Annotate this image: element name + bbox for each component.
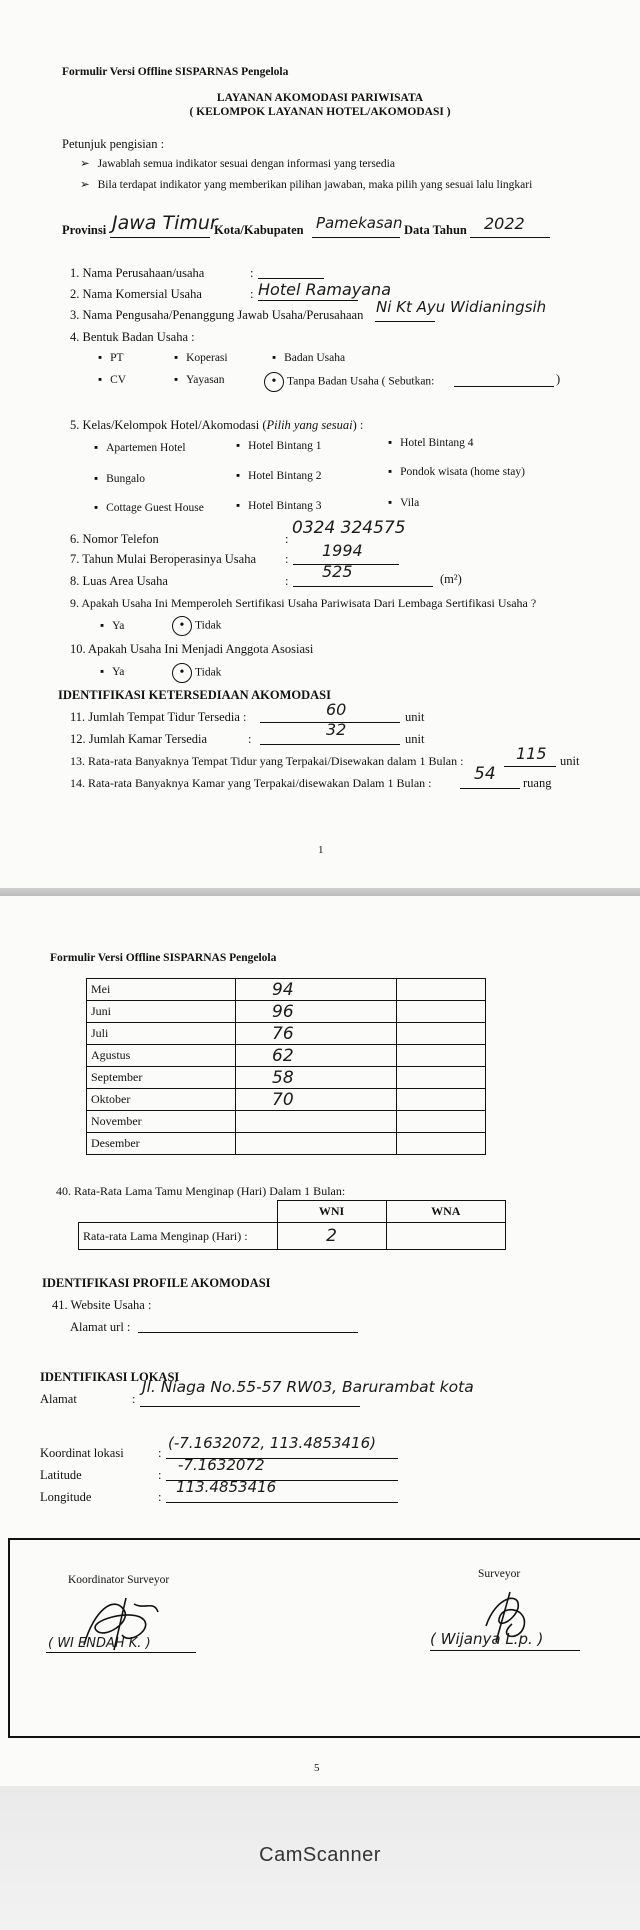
q13-unit: unit bbox=[560, 754, 580, 768]
month-extra-cell[interactable] bbox=[397, 979, 486, 1001]
month-name: Oktober bbox=[87, 1089, 236, 1111]
month-name: Juli bbox=[87, 1023, 236, 1045]
q9-option-tidak[interactable]: • Tidak bbox=[172, 616, 221, 636]
month-value[interactable] bbox=[236, 1133, 397, 1155]
q5-option-vila[interactable]: ▪ Vila bbox=[388, 497, 419, 509]
koordinat-label: Koordinat lokasi bbox=[40, 1446, 124, 1460]
month-value[interactable]: 76 bbox=[236, 1023, 397, 1045]
q3-label: 3. Nama Pengusaha/Penanggung Jawab Usaha/Perusahaan bbox=[70, 308, 364, 322]
petunjuk-item-1: ➢ Jawablah semua indikator sesuai dengan informasi yang tersedia bbox=[80, 156, 395, 170]
alamat-value[interactable]: Jl. Niaga No.55-57 RW03, Barurambat kota bbox=[142, 1378, 474, 1396]
month-extra-cell[interactable] bbox=[397, 1023, 486, 1045]
page-number: 5 bbox=[314, 1762, 320, 1774]
q6-label: 6. Nomor Telefon bbox=[70, 532, 159, 546]
month-extra-cell[interactable] bbox=[397, 1089, 486, 1111]
selected-circle-icon: • bbox=[172, 663, 192, 683]
q11-value[interactable]: 60 bbox=[326, 700, 347, 719]
q11-unit: unit bbox=[405, 710, 425, 724]
form-label: Formulir Versi Offline SISPARNAS Pengelola bbox=[62, 66, 289, 78]
q8-value[interactable]: 525 bbox=[322, 562, 353, 581]
latitude-value[interactable]: -7.1632072 bbox=[178, 1456, 265, 1474]
q4-option-tanpa-badan[interactable]: • Tanpa Badan Usaha ( Sebutkan: bbox=[264, 372, 434, 392]
form-label: Formulir Versi Offline SISPARNAS Pengelola bbox=[50, 952, 277, 964]
section-profile: IDENTIFIKASI PROFILE AKOMODASI bbox=[42, 1276, 271, 1290]
month-value[interactable]: 96 bbox=[236, 1001, 397, 1023]
q14-unit: ruang bbox=[523, 776, 552, 790]
q12-value[interactable]: 32 bbox=[326, 720, 347, 739]
form-page-2: Formulir Versi Offline SISPARNAS Pengelola Mei 94 Juni 96 Juli 76 Agustus 62 September 58 Oktober 70 November Desember 40. Rata-Rata Lama Tamu Menginap (Hari) Dalam 1 Bulan: WNI WNA Rata-rata Lama Menginap (Hari) : 2 IDENTIFIKASI PROFILE AKOMODASI 41. Website Usaha : Alamat url : IDENTIFIKASI LOKASI Alamat : Jl. Niaga No.55-57 RW03, Barurambat kota Koordinat lokasi : (-7.1632072, 113.4853416) Latitude : -7.1632072 Longitude : 113.4853416 Koordinator Surveyor ( WI ENDAH K. ) Surveyor ( Wijanya L.p. ) 5 bbox=[0, 896, 640, 1786]
q40-wni-value[interactable]: 2 bbox=[277, 1223, 386, 1250]
q40-col-wni: WNI bbox=[277, 1201, 386, 1223]
selected-circle-icon: • bbox=[172, 616, 192, 636]
provinsi-value[interactable]: Jawa Timur bbox=[112, 212, 218, 234]
q10-option-tidak[interactable]: • Tidak bbox=[172, 663, 221, 683]
petunjuk-label: Petunjuk pengisian : bbox=[62, 137, 165, 151]
q40-label: 40. Rata-Rata Lama Tamu Menginap (Hari) Dalam 1 Bulan: bbox=[56, 1184, 346, 1198]
monthly-table bbox=[86, 978, 486, 1155]
q10-option-ya[interactable]: ▪ Ya bbox=[100, 666, 124, 678]
section-lokasi: IDENTIFIKASI LOKASI bbox=[40, 1370, 180, 1384]
month-name: November bbox=[87, 1111, 236, 1133]
q8-unit: (m²) bbox=[440, 572, 462, 586]
tahun-label: Data Tahun bbox=[404, 223, 467, 237]
signature-box bbox=[8, 1538, 640, 1738]
q5-option-pondok[interactable]: ▪ Pondok wisata (home stay) bbox=[388, 466, 525, 478]
q5-option-apartemen[interactable]: ▪ Apartemen Hotel bbox=[94, 442, 186, 454]
table-row bbox=[87, 1001, 486, 1023]
q1-field[interactable] bbox=[258, 278, 324, 279]
table-row bbox=[87, 1089, 486, 1111]
month-extra-cell[interactable] bbox=[397, 1045, 486, 1067]
month-value[interactable]: 62 bbox=[236, 1045, 397, 1067]
month-name: Mei bbox=[87, 979, 236, 1001]
q5-option-bintang1[interactable]: ▪ Hotel Bintang 1 bbox=[236, 440, 322, 452]
q4-option-badan-usaha[interactable]: ▪ Badan Usaha bbox=[272, 352, 345, 364]
month-value[interactable]: 94 bbox=[236, 979, 397, 1001]
q40-row-label: Rata-rata Lama Menginap (Hari) : bbox=[79, 1223, 278, 1250]
alamat-url-label: Alamat url : bbox=[70, 1320, 131, 1334]
form-page-1: Formulir Versi Offline SISPARNAS Pengelola LAYANAN AKOMODASI PARIWISATA ( KELOMPOK LAYANAN HOTEL/AKOMODASI ) Petunjuk pengisian : ➢ Jawablah semua indikator sesuai dengan informasi yang tersedia ➢ Bila terdapat indikator yang memberikan pilihan jawaban, maka pilih yang sesuai lalu lingkari Provinsi Jawa Timur Kota/Kabupaten Pamekasan Data Tahun 2022 1. Nama Perusahaan/usaha : 2. Nama Komersial Usaha : Hotel Ramayana 3. Nama Pengusaha/Penanggung Jawab Usaha/Perusahaan Ni Kt Ayu Widianingsih 4. Bentuk Badan Usaha : ▪ PT ▪ Koperasi ▪ Badan Usaha ▪ CV ▪ Yayasan • Tanpa Badan Usaha ( Sebutkan: ) 5. Kelas/Kelompok Hotel/Akomodasi (Pilih yang sesuai) : ▪ Apartemen Hotel ▪ Hotel Bintang 1 ▪ Hotel Bintang 4 ▪ Bungalo ▪ Hotel Bintang 2 ▪ Pondok wisata (home stay) ▪ Cottage Guest House ▪ Hotel Bintang 3 ▪ Vila 6. Nomor Telefon : 0324 324575 7. Tahun Mulai Beroperasinya Usaha : 1994 8. Luas Area Usaha : 525 (m²) 9. Apakah Usaha Ini Memperoleh Sertifikasi Usaha Pariwisata Dari Lembaga Sertifikasi Usaha ? ▪ Ya • Tidak 10. Apakah Usaha Ini Menjadi Anggota Asosiasi ▪ Ya • Tidak IDENTIFIKASI KETERSEDIAAN AKOMODASI 11. Jumlah Tempat Tidur Tersedia : 60 unit 12. Jumlah Kamar Tersedia : 32 unit 13. Rata-rata Banyaknya Tempat Tidur yang Terpakai/Disewakan dalam 1 Bulan : 115 unit 14. Rata-rata Banyaknya Kamar yang Terpakai/disewakan Dalam 1 Bulan : 54 ruang 1 bbox=[0, 0, 640, 888]
q11-label: 11. Jumlah Tempat Tidur Tersedia : bbox=[70, 710, 247, 724]
month-name: Desember bbox=[87, 1133, 236, 1155]
q2-label: 2. Nama Komersial Usaha bbox=[70, 287, 202, 301]
koordinator-name: ( WI ENDAH K. ) bbox=[48, 1636, 151, 1651]
selected-circle-icon: • bbox=[264, 372, 284, 392]
q40-wna-value[interactable] bbox=[386, 1223, 506, 1250]
app-name: CamScanner bbox=[259, 1844, 381, 1866]
q5-option-cottage[interactable]: ▪ Cottage Guest House bbox=[94, 502, 204, 514]
q14-value[interactable]: 54 bbox=[474, 764, 496, 784]
surveyor-name: ( Wijanya L.p. ) bbox=[430, 1630, 544, 1648]
q9-label: 9. Apakah Usaha Ini Memperoleh Sertifikasi Usaha Pariwisata Dari Lembaga Sertifikasi Usaha ? bbox=[70, 596, 537, 610]
form-title-line2: ( KELOMPOK LAYANAN HOTEL/AKOMODASI ) bbox=[189, 106, 451, 118]
q4-option-koperasi[interactable]: ▪ Koperasi bbox=[174, 352, 228, 364]
q13-label: 13. Rata-rata Banyaknya Tempat Tidur yang Terpakai/Disewakan dalam 1 Bulan : bbox=[70, 754, 464, 768]
alamat-url-field[interactable] bbox=[138, 1332, 358, 1333]
latitude-label: Latitude bbox=[40, 1468, 82, 1482]
q8-label: 8. Luas Area Usaha bbox=[70, 574, 168, 588]
q12-label: 12. Jumlah Kamar Tersedia bbox=[70, 732, 208, 746]
q5-option-bintang4[interactable]: ▪ Hotel Bintang 4 bbox=[388, 437, 474, 449]
q5-option-bintang3[interactable]: ▪ Hotel Bintang 3 bbox=[236, 500, 322, 512]
q7-label: 7. Tahun Mulai Beroperasinya Usaha bbox=[70, 552, 256, 566]
month-value[interactable] bbox=[236, 1111, 397, 1133]
month-name: Juni bbox=[87, 1001, 236, 1023]
q10-label: 10. Apakah Usaha Ini Menjadi Anggota Asosiasi bbox=[70, 642, 314, 656]
q5-option-bungalo[interactable]: ▪ Bungalo bbox=[94, 473, 145, 485]
month-name: Agustus bbox=[87, 1045, 236, 1067]
table-row bbox=[87, 979, 486, 1001]
q5-option-bintang2[interactable]: ▪ Hotel Bintang 2 bbox=[236, 470, 322, 482]
alamat-label: Alamat bbox=[40, 1392, 77, 1406]
form-title-line1: LAYANAN AKOMODASI PARIWISATA bbox=[216, 92, 424, 104]
petunjuk-item-2: ➢ Bila terdapat indikator yang memberikan pilihan jawaban, maka pilih yang sesuai lalu lingkari bbox=[80, 177, 532, 191]
month-extra-cell[interactable] bbox=[397, 1067, 486, 1089]
month-value[interactable]: 58 bbox=[236, 1067, 397, 1089]
q40-col-wna: WNA bbox=[386, 1201, 506, 1223]
q5-label: 5. Kelas/Kelompok Hotel/Akomodasi (Pilih yang sesuai) : bbox=[70, 418, 364, 432]
q2-value[interactable]: Hotel Ramayana bbox=[258, 280, 391, 299]
page-number: 1 bbox=[318, 844, 324, 856]
q40-table bbox=[78, 1200, 506, 1250]
q41-label: 41. Website Usaha : bbox=[52, 1298, 152, 1312]
q14-label: 14. Rata-rata Banyaknya Kamar yang Terpakai/disewakan Dalam 1 Bulan : bbox=[70, 776, 432, 790]
table-row bbox=[87, 1133, 486, 1155]
month-extra-cell[interactable] bbox=[397, 1133, 486, 1155]
q6-value[interactable]: 0324 324575 bbox=[292, 518, 406, 538]
month-value[interactable]: 70 bbox=[236, 1089, 397, 1111]
month-extra-cell[interactable] bbox=[397, 1001, 486, 1023]
longitude-value[interactable]: 113.4853416 bbox=[176, 1478, 277, 1496]
surveyor-label: Surveyor bbox=[478, 1568, 521, 1580]
q7-value[interactable]: 1994 bbox=[322, 541, 363, 560]
q1-label: 1. Nama Perusahaan/usaha bbox=[70, 266, 205, 280]
longitude-label: Longitude bbox=[40, 1490, 92, 1504]
app-footer bbox=[0, 1786, 640, 1930]
provinsi-label: Provinsi bbox=[62, 223, 107, 237]
table-row bbox=[87, 1023, 486, 1045]
q4-option-yayasan[interactable]: ▪ Yayasan bbox=[174, 374, 225, 386]
kota-value[interactable]: Pamekasan bbox=[316, 214, 403, 232]
kota-label: Kota/Kabupaten bbox=[214, 223, 304, 237]
q3-value[interactable]: Ni Kt Ayu Widianingsih bbox=[376, 298, 547, 316]
q13-value[interactable]: 115 bbox=[516, 744, 547, 763]
month-name: September bbox=[87, 1067, 236, 1089]
table-row bbox=[87, 1067, 486, 1089]
month-extra-cell[interactable] bbox=[397, 1111, 486, 1133]
q4-option-cv[interactable]: ▪ CV bbox=[98, 374, 126, 386]
tahun-value[interactable]: 2022 bbox=[484, 214, 525, 233]
section-ketersediaan: IDENTIFIKASI KETERSEDIAAN AKOMODASI bbox=[58, 688, 331, 702]
q12-unit: unit bbox=[405, 732, 425, 746]
koordinator-label: Koordinator Surveyor bbox=[68, 1574, 170, 1586]
koordinat-value[interactable]: (-7.1632072, 113.4853416) bbox=[168, 1434, 376, 1452]
q4-label: 4. Bentuk Badan Usaha : bbox=[70, 330, 195, 344]
q4-option-pt[interactable]: ▪ PT bbox=[98, 352, 124, 364]
table-row bbox=[87, 1045, 486, 1067]
table-row bbox=[87, 1111, 486, 1133]
q9-option-ya[interactable]: ▪ Ya bbox=[100, 620, 124, 632]
